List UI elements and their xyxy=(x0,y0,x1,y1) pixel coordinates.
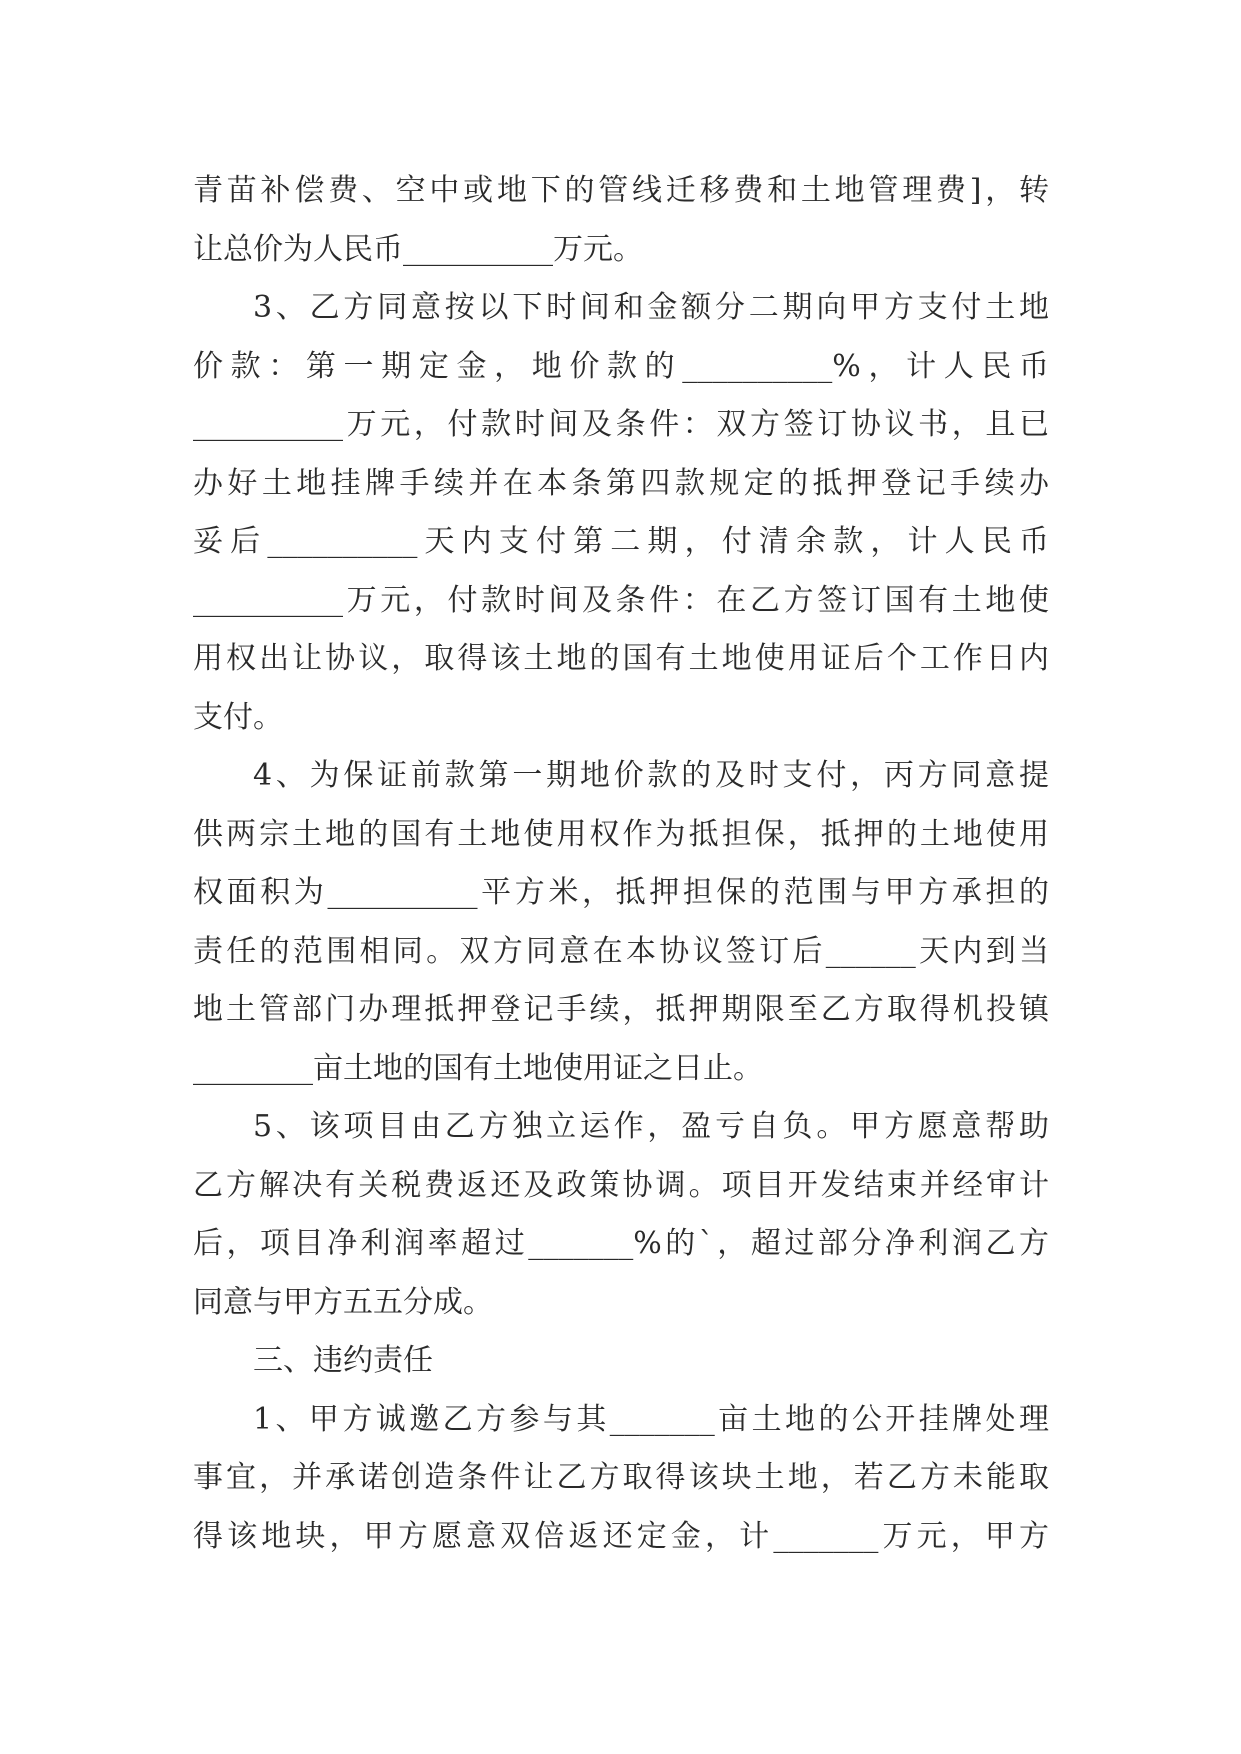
text-line: 让总价为人民币__________万元。 xyxy=(193,231,643,267)
document-body xyxy=(193,162,1049,1566)
text-line: 后，项目净利润率超过_______%的`，超过部分净利润乙方 xyxy=(193,1226,1049,1261)
text-line: ________亩土地的国有土地使用证之日止。 xyxy=(193,1050,763,1086)
text-line: 得该地块，甲方愿意双倍返还定金，计_______万元，甲方 xyxy=(193,1518,1049,1554)
text-line: 供两宗土地的国有土地使用权作为抵担保，抵押的土地使用 xyxy=(193,816,1049,852)
paragraph-first-line: 5、该项目由乙方独立运作，盈亏自负。甲方愿意帮助 xyxy=(253,1109,1049,1144)
paragraph-first-line: 4、为保证前款第一期地价款的及时支付，丙方同意提 xyxy=(253,758,1049,793)
text-line: 权面积为__________平方米，抵押担保的范围与甲方承担的 xyxy=(193,875,1049,910)
text-line: 青苗补偿费、空中或地下的管线迁移费和土地管理费]，转 xyxy=(193,173,1049,208)
text-line: 支付。 xyxy=(193,699,283,735)
text-line: __________万元，付款时间及条件：双方签订协议书，且已 xyxy=(193,407,1049,442)
text-line: 责任的范围相同。双方同意在本协议签订后______天内到当 xyxy=(193,933,1049,969)
text-line: 乙方解决有关税费返还及政策协调。项目开发结束并经审计 xyxy=(193,1167,1049,1203)
section-heading: 三、违约责任 xyxy=(253,1343,433,1378)
text-line: 妥后__________天内支付第二期，付清余款，计人民币 xyxy=(193,524,1049,559)
text-line: 地土管部门办理抵押登记手续，抵押期限至乙方取得机投镇 xyxy=(193,992,1049,1027)
text-line: 同意与甲方五五分成。 xyxy=(193,1284,493,1320)
text-line: 办好土地挂牌手续并在本条第四款规定的抵押登记手续办 xyxy=(193,465,1049,501)
paragraph-first-line: 1、甲方诚邀乙方参与其_______亩土地的公开挂牌处理 xyxy=(253,1401,1049,1437)
text-line: 价款：第一期定金，地价款的__________%，计人民币 xyxy=(193,348,1049,384)
text-line: 用权出让协议，取得该土地的国有土地使用证后个工作日内 xyxy=(193,641,1049,676)
paragraph-first-line: 3、乙方同意按以下时间和金额分二期向甲方支付土地 xyxy=(253,290,1049,325)
text-line: 事宜，并承诺创造条件让乙方取得该块土地，若乙方未能取 xyxy=(193,1460,1049,1495)
text-line: __________万元，付款时间及条件：在乙方签订国有土地使 xyxy=(193,582,1049,618)
